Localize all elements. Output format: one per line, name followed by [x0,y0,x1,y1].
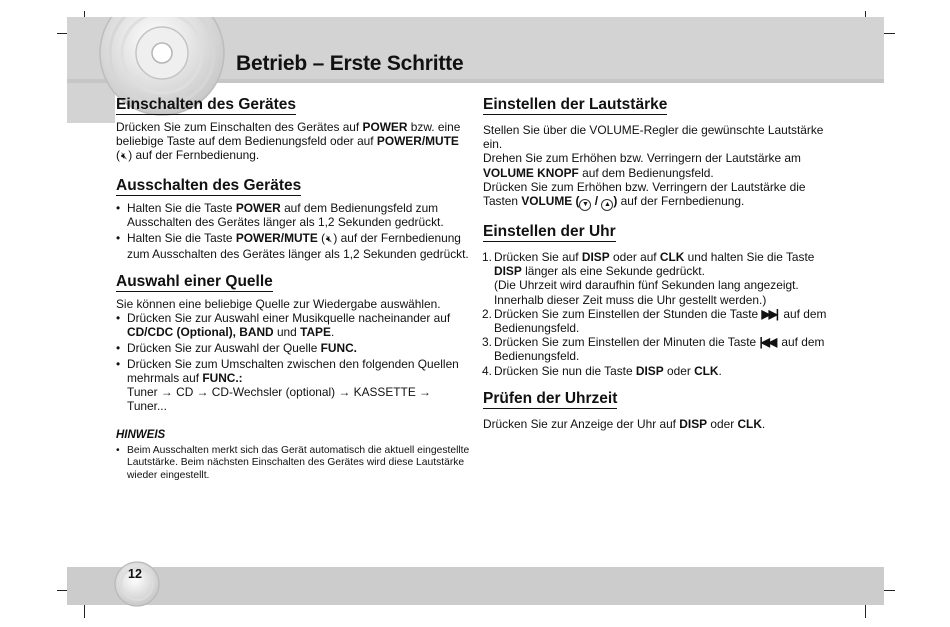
step-item: 1. Drücken Sie auf DISP oder auf CLK und halten Sie die Taste DISP länger als eine Sekunde gedrückt. (Die Uhrzeit wird daraufhin fünf Sekunden lang angezeigt. Innerhalb dieser Zeit muss die Uhr gestellt werden.) [482,250,815,307]
section-text: Sie können eine beliebige Quelle zur Wiedergabe auswählen. [116,296,441,311]
section-lautstaerke [483,96,843,211]
section-quelle [116,273,476,414]
volume-down-icon: ▼ [579,199,591,211]
list-item: • Drücken Sie zur Auswahl der Quelle FUNC. [116,341,476,355]
section-heading: Auswahl einer Quelle [116,272,273,290]
note-heading: HINWEIS [116,428,166,441]
section-heading: Einschalten des Gerätes [116,96,297,113]
list-item: • Halten Sie die Taste POWER auf dem Bedienungsfeld zum Ausschalten des Gerätes länger als 1,2 Sekunden gedrückt. [116,201,476,229]
section-text: Drücken Sie zum Einschalten des Gerätes auf POWER bzw. eine beliebige Taste auf dem Bedienungsfeld oder auf POWER/MUTE (🔇︎) auf der Fernbedienung. [116,120,476,165]
page-number: 12 [128,567,142,581]
note-item: • Beim Ausschalten merkt sich das Gerät automatisch die aktuell eingestellte Lautstärke. Beim nächsten Einschalten des Gerätes wird diese Lautstärke wieder eingestellt. [116,445,476,483]
volume-up-icon: ▲ [601,199,613,211]
section-heading: Einstellen der Lautstärke [483,96,668,113]
page-number-badge [111,560,163,608]
right-column [483,96,843,443]
section-heading: Ausschalten des Gerätes [116,176,302,194]
section-ausschalten [116,177,476,261]
left-column [116,96,476,484]
note-list [116,445,476,483]
section-uhr [483,223,843,378]
list-item: • Drücken Sie zum Umschalten zwischen den folgenden Quellen mehrmals auf FUNC.: Tuner → CD → CD-Wechsler (optional) → KASSETTE → Tuner... [116,357,476,414]
mute-icon: 🔇︎ [326,233,333,245]
section-text: Drücken Sie zur Anzeige der Uhr auf DISP oder CLK. [483,416,766,431]
section-text: Drücken Sie zum Erhöhen bzw. Verringern der Lautstärke die Tasten VOLUME ( ▼ / ▲ ) auf der Fernbedienung. [483,180,843,211]
footer-band [67,567,884,605]
skip-forward-icon: ▶▶| [761,306,778,321]
section-pruefen [483,390,843,431]
page-title: Betrieb – Erste Schritte [236,52,464,75]
section-heading: Prüfen der Uhrzeit [483,389,618,407]
step-item: 2. Drücken Sie zum Einstellen der Stunden die Taste ▶▶| auf dem Bedienungsfeld. [482,306,827,336]
step-item: 3. Drücken Sie zum Einstellen der Minuten die Taste |◀◀ auf dem Bedienungsfeld. [482,335,825,364]
section-heading: Einstellen der Uhr [483,223,616,241]
section-einschalten [116,96,476,165]
section-text: Drehen Sie zum Erhöhen bzw. Verringern der Lautstärke am VOLUME KNOPF auf dem Bedienungsfeld. [483,151,801,180]
section-text: Stellen Sie über die VOLUME-Regler die gewünschte Lautstärke ein. [483,123,824,152]
step-item: 4. Drücken Sie nun die Taste DISP oder CLK. [482,363,722,378]
list-item: • Drücken Sie zur Auswahl einer Musikquelle nacheinander auf CD/CDC (Optional), BAND und TAPE. [116,311,476,339]
skip-back-icon: |◀◀ [759,335,776,350]
list-item: • Halten Sie die Taste POWER/MUTE (🔇︎) auf der Fernbedienung zum Ausschalten des Gerätes länger als 1,2 Sekunden gedrückt. [116,231,476,261]
mute-icon: 🔇︎ [120,151,128,163]
